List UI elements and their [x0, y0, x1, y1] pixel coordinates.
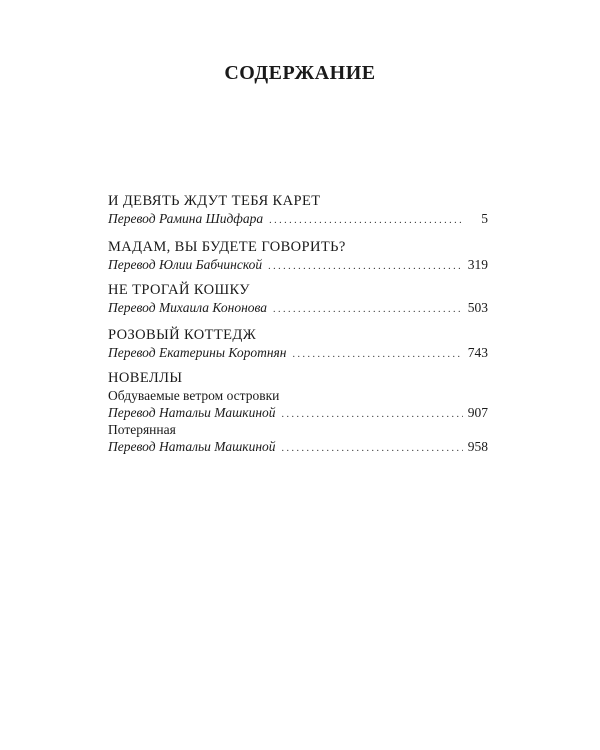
toc-entry[interactable] [108, 282, 488, 318]
novella-entry[interactable] [108, 422, 488, 457]
entry-line [108, 299, 488, 318]
page-number: 958 [467, 439, 488, 454]
toc-entry[interactable] [108, 327, 488, 363]
entry-line [108, 438, 488, 457]
dot-leader [273, 301, 463, 318]
translator-credit: Перевод Натальи Машкиной [108, 405, 276, 420]
dot-leader [268, 258, 463, 275]
entry-line [108, 404, 488, 423]
translator-credit: Перевод Натальи Машкиной [108, 439, 276, 454]
page-number: 743 [467, 345, 488, 360]
translator-credit: Перевод Екатерины Коротнян [108, 345, 287, 360]
translator-credit: Перевод Юлии Бабчинской [108, 257, 263, 272]
novella-title: Обдуваемые ветром островки [108, 388, 280, 403]
toc-entry[interactable] [108, 239, 488, 275]
translator-credit: Перевод Рамина Шидфара [108, 211, 264, 226]
page-number: 503 [467, 300, 488, 315]
entry-title: И ДЕВЯТЬ ЖДУТ ТЕБЯ КАРЕТ [108, 193, 321, 209]
page-number: 319 [467, 257, 488, 272]
dot-leader [269, 212, 463, 229]
dot-leader [282, 440, 463, 457]
novella-title: Потерянная [108, 422, 176, 437]
translator-credit: Перевод Михаила Кононова [108, 300, 268, 315]
page-number: 5 [481, 211, 488, 226]
section-title: НОВЕЛЛЫ [108, 370, 183, 386]
entry-title: РОЗОВЫЙ КОТТЕДЖ [108, 327, 257, 343]
toc-entry[interactable] [108, 193, 488, 229]
page-number: 907 [467, 405, 488, 420]
page-title: СОДЕРЖАНИЕ [224, 62, 376, 84]
dot-leader [282, 406, 463, 423]
dot-leader [293, 346, 464, 363]
entry-line [108, 344, 488, 363]
entry-title: НЕ ТРОГАЙ КОШКУ [108, 282, 250, 298]
novellas-section-heading [108, 370, 488, 387]
novella-entry[interactable] [108, 388, 488, 423]
entry-line [108, 210, 488, 229]
entry-title: МАДАМ, ВЫ БУДЕТЕ ГОВОРИТЬ? [108, 239, 346, 255]
entry-line [108, 256, 488, 275]
